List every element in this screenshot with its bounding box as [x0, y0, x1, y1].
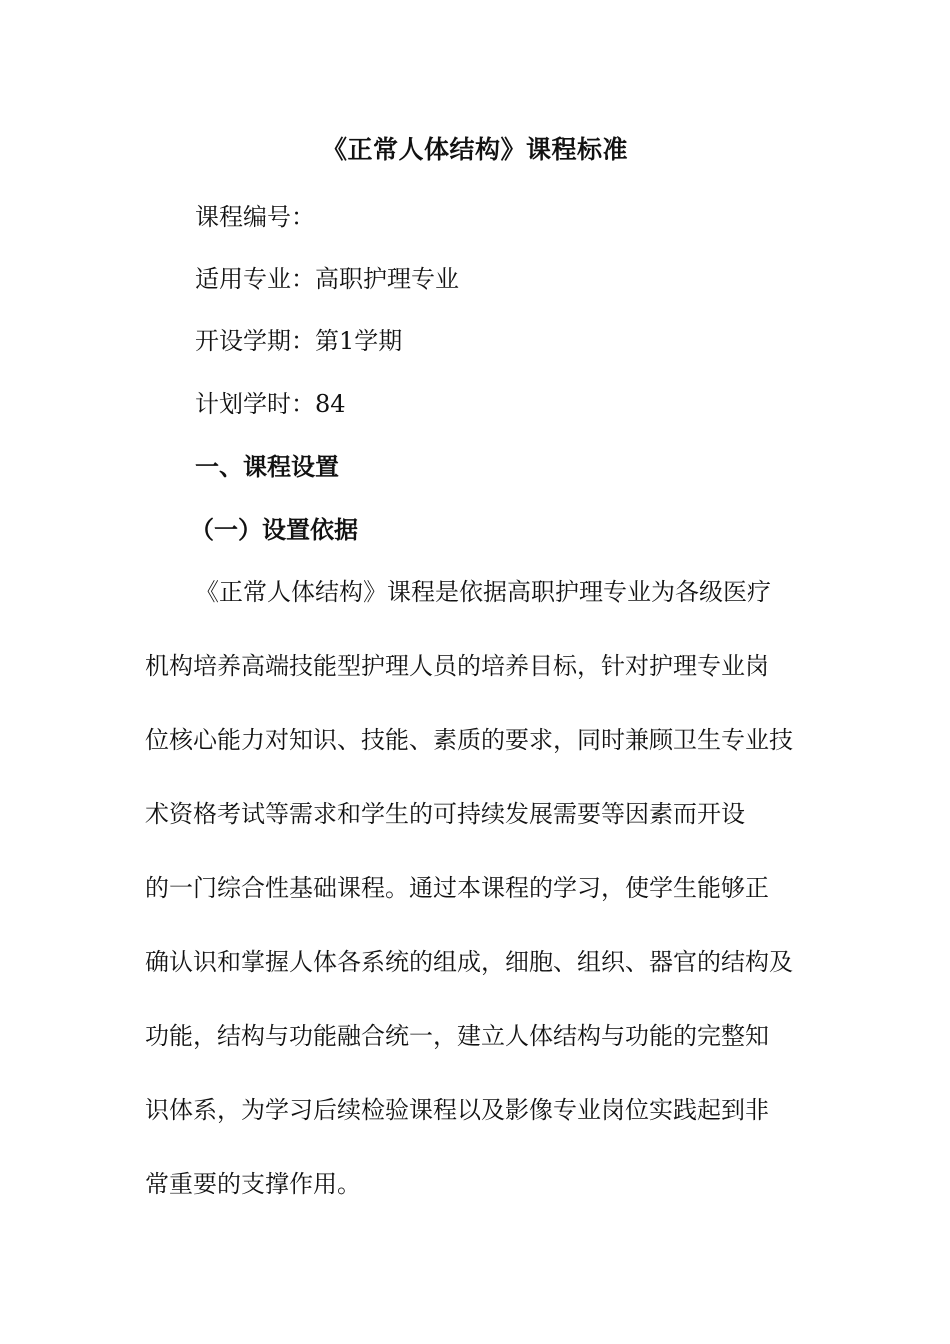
major-line: 适用专业：高职护理专业	[195, 265, 459, 293]
semester-line: 开设学期：第1学期	[195, 327, 403, 355]
paragraph-line: 术资格考试等需求和学生的可持续发展需要等因素而开设	[145, 800, 745, 828]
document-title: 《正常人体结构》课程标准	[321, 135, 628, 164]
paragraph-line: 的一门综合性基础课程。通过本课程的学习，使学生能够正	[145, 874, 769, 902]
subsection-heading-basis: （一）设置依据	[190, 515, 358, 544]
course-code-line: 课程编号：	[195, 203, 315, 231]
paragraph-line: 机构培养高端技能型护理人员的培养目标，针对护理专业岗	[145, 652, 769, 680]
paragraph-line: 《正常人体结构》课程是依据高职护理专业为各级医疗	[195, 578, 771, 606]
paragraph-line: 位核心能力对知识、技能、素质的要求，同时兼顾卫生专业技	[145, 726, 793, 754]
hours-line: 计划学时：84	[195, 390, 346, 418]
paragraph-line: 功能，结构与功能融合统一，建立人体结构与功能的完整知	[145, 1022, 769, 1050]
paragraph-line: 确认识和掌握人体各系统的组成，细胞、组织、器官的结构及	[145, 948, 793, 976]
paragraph-line: 常重要的支撑作用。	[145, 1170, 361, 1198]
section-heading-course-setup: 一、课程设置	[195, 452, 339, 481]
paragraph-line: 识体系，为学习后续检验课程以及影像专业岗位实践起到非	[145, 1096, 769, 1124]
